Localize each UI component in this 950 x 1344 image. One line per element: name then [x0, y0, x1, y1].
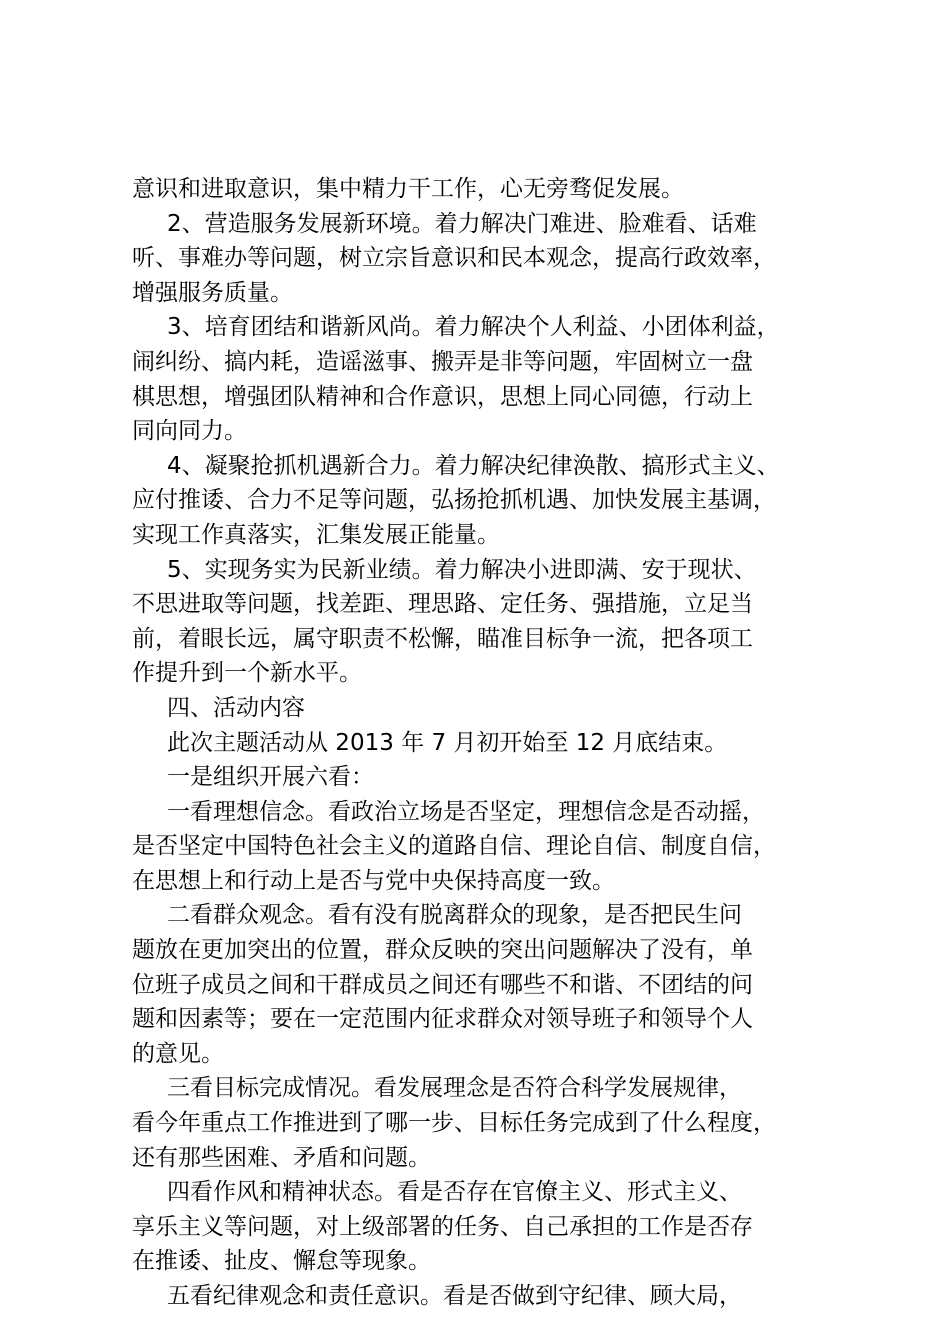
text-line: 在思想上和行动上是否与党中央保持高度一致。 [132, 867, 615, 894]
text-line: 不思进取等问题，找差距、理思路、定任务、强措施，立足当 [132, 591, 753, 618]
text-line: 五看纪律观念和责任意识。看是否做到守纪律、顾大局， [167, 1283, 742, 1309]
text-line: 应付推诿、合力不足等问题，弘扬抢抓机遇、加快发展主基调， [132, 487, 776, 514]
text-line: 题放在更加突出的位置，群众反映的突出问题解决了没有，单 [132, 937, 753, 964]
text-line: 的意见。 [132, 1040, 224, 1067]
text-line: 此次主题活动从 2013 年 7 月初开始至 12 月底结束。 [167, 729, 728, 756]
text-line: 一看理想信念。看政治立场是否坚定，理想信念是否动摇， [167, 798, 765, 825]
text-line: 题和因素等；要在一定范围内征求群众对领导班子和领导个人 [132, 1006, 753, 1033]
document-body [132, 172, 848, 1314]
text-line: 前，着眼长远，属守职责不松懈，瞄准目标争一流，把各项工 [132, 625, 753, 652]
text-line: 三看目标完成情况。看发展理念是否符合科学发展规律， [167, 1075, 742, 1102]
text-line: 闹纠纷、搞内耗，造谣滋事、搬弄是非等问题，牢固树立一盘 [132, 348, 753, 375]
text-line: 在推诿、扯皮、懈怠等现象。 [132, 1248, 431, 1275]
text-line: 享乐主义等问题，对上级部署的任务、自己承担的工作是否存 [132, 1213, 753, 1240]
text-line: 意识和进取意识，集中精力干工作，心无旁骛促发展。 [132, 176, 684, 202]
text-line: 增强服务质量。 [132, 279, 293, 306]
text-line: 还有那些困难、矛盾和问题。 [132, 1144, 431, 1171]
text-line: 棋思想，增强团队精神和合作意识，思想上同心同德，行动上 [132, 383, 753, 410]
text-line: 作提升到一个新水平。 [132, 660, 362, 687]
text-line: 一是组织开展六看： [167, 764, 374, 791]
text-line: 看今年重点工作推进到了哪一步、目标任务完成到了什么程度， [132, 1110, 776, 1137]
text-line: 实现工作真落实，汇集发展正能量。 [132, 521, 500, 548]
text-line: 二看群众观念。看有没有脱离群众的现象，是否把民生问 [167, 902, 742, 929]
text-line: 位班子成员之间和干群成员之间还有哪些不和谐、不团结的问 [132, 971, 753, 998]
text-line: 3、培育团结和谐新风尚。着力解决个人利益、小团体利益， [167, 314, 780, 341]
text-line: 四看作风和精神状态。看是否存在官僚主义、形式主义、 [167, 1179, 742, 1206]
text-line: 4、凝聚抢抓机遇新合力。着力解决纪律涣散、搞形式主义、 [167, 452, 780, 479]
text-line: 四、活动内容 [167, 694, 305, 721]
text-line: 是否坚定中国特色社会主义的道路自信、理论自信、制度自信， [132, 833, 776, 860]
text-line: 5、实现务实为民新业绩。着力解决小进即满、安于现状、 [167, 556, 757, 583]
text-line: 同向同力。 [132, 418, 247, 445]
text-line: 2、营造服务发展新环境。着力解决门难进、脸难看、话难 [167, 210, 757, 237]
text-line: 听、事难办等问题，树立宗旨意识和民本观念，提高行政效率， [132, 245, 776, 272]
